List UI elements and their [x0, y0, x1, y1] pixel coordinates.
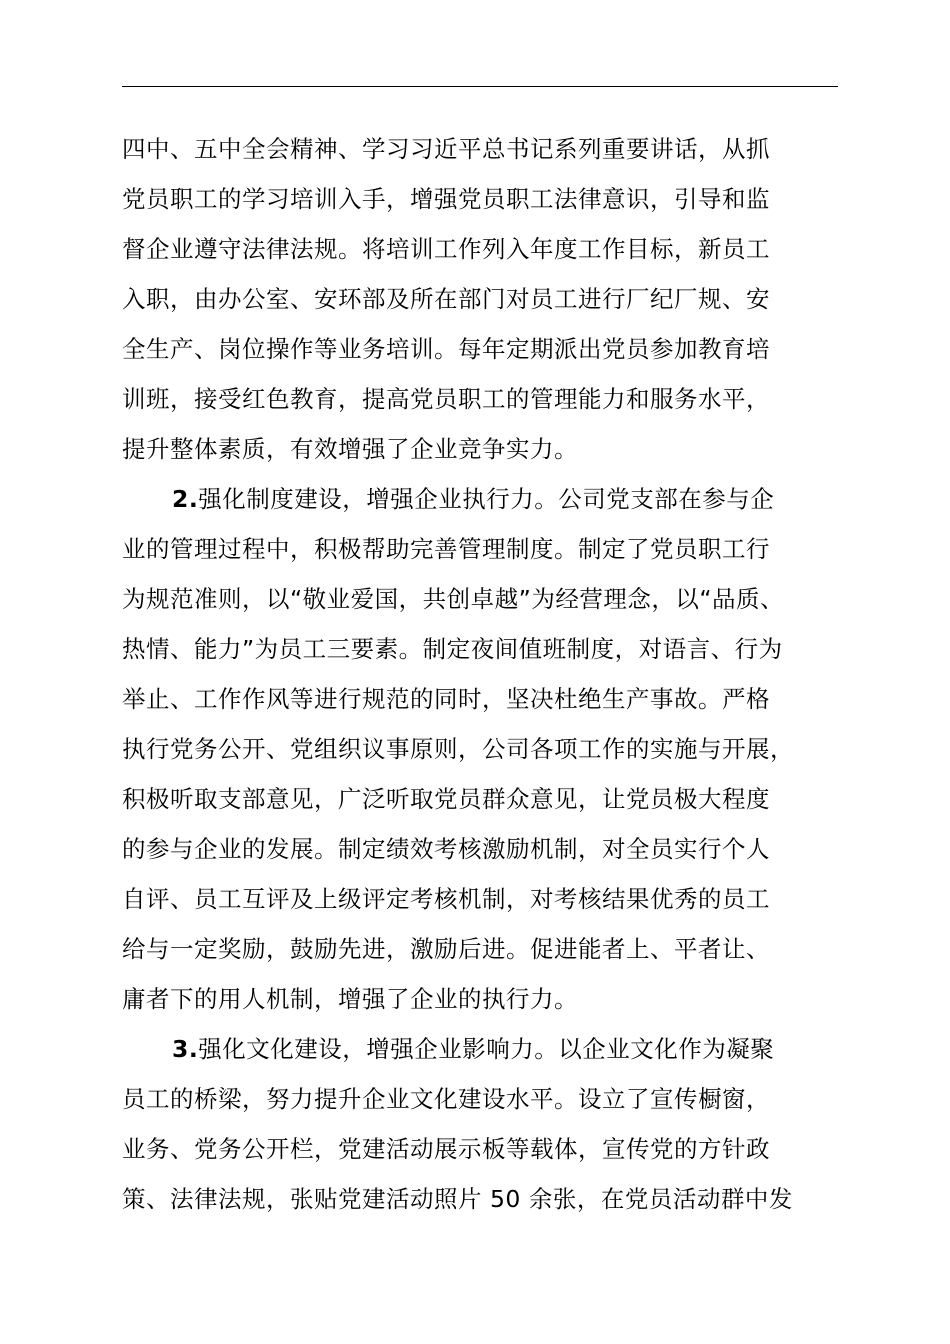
document-body — [122, 124, 862, 1224]
text-line: 热情、能力”为员工三要素。制定夜间值班制度，对语言、行为 — [122, 635, 783, 663]
paragraph-number: 2. — [172, 485, 199, 513]
paragraph-lead-text: 强化制度建设，增强企业执行力。公司党支部在参与企 — [198, 485, 775, 513]
text-line: 的参与企业的发展。制定绩效考核激励机制，对全员实行个人 — [122, 835, 770, 863]
text-line: 全生产、岗位操作等业务培训。每年定期派出党员参加教育培 — [122, 335, 770, 363]
text-line: 训班，接受红色教育，提高党员职工的管理能力和服务水平， — [122, 385, 770, 413]
paragraph-first-line — [122, 1024, 862, 1074]
text-line: 举止、工作作风等进行规范的同时，坚决杜绝生产事故。严格 — [122, 685, 770, 713]
text-line: 员工的桥梁，努力提升企业文化建设水平。设立了宣传橱窗， — [122, 1085, 770, 1113]
text-line: 执行党务公开、党组织议事原则，公司各项工作的实施与开展， — [122, 735, 794, 763]
paragraph-first-line — [122, 474, 862, 524]
text-line: 给与一定奖励，鼓励先进，激励后进。促进能者上、平者让、 — [122, 935, 770, 963]
text-line: 自评、员工互评及上级评定考核机制，对考核结果优秀的员工 — [122, 885, 770, 913]
paragraph-lead-text: 强化文化建设，增强企业影响力。以企业文化作为凝聚 — [198, 1035, 775, 1063]
text-line: 党员职工的学习培训入手，增强党员职工法律意识，引导和监 — [122, 185, 770, 213]
text-line: 提升整体素质，有效增强了企业竞争实力。 — [122, 435, 578, 463]
text-line: 策、法律法规，张贴党建活动照片 50 余张，在党员活动群中发 — [122, 1185, 793, 1213]
text-line: 业务、党务公开栏，党建活动展示板等载体，宣传党的方针政 — [122, 1135, 770, 1163]
text-line: 积极听取支部意见，广泛听取党员群众意见，让党员极大程度 — [122, 785, 770, 813]
paragraph-number: 3. — [172, 1035, 199, 1063]
text-line: 业的管理过程中，积极帮助完善管理制度。制定了党员职工行 — [122, 535, 770, 563]
header-rule — [122, 86, 838, 87]
text-line: 四中、五中全会精神、学习习近平总书记系列重要讲话，从抓 — [122, 135, 770, 163]
text-line: 入职，由办公室、安环部及所在部门对员工进行厂纪厂规、安 — [122, 285, 770, 313]
paragraph-3 — [122, 1024, 862, 1224]
text-line: 为规范准则，以“敬业爱国，共创卓越”为经营理念，以“品质、 — [122, 585, 785, 613]
paragraph-2 — [122, 474, 862, 1024]
text-line: 庸者下的用人机制，增强了企业的执行力。 — [122, 985, 578, 1013]
text-line: 督企业遵守法律法规。将培训工作列入年度工作目标，新员工 — [122, 235, 770, 263]
paragraph-1 — [122, 124, 862, 474]
